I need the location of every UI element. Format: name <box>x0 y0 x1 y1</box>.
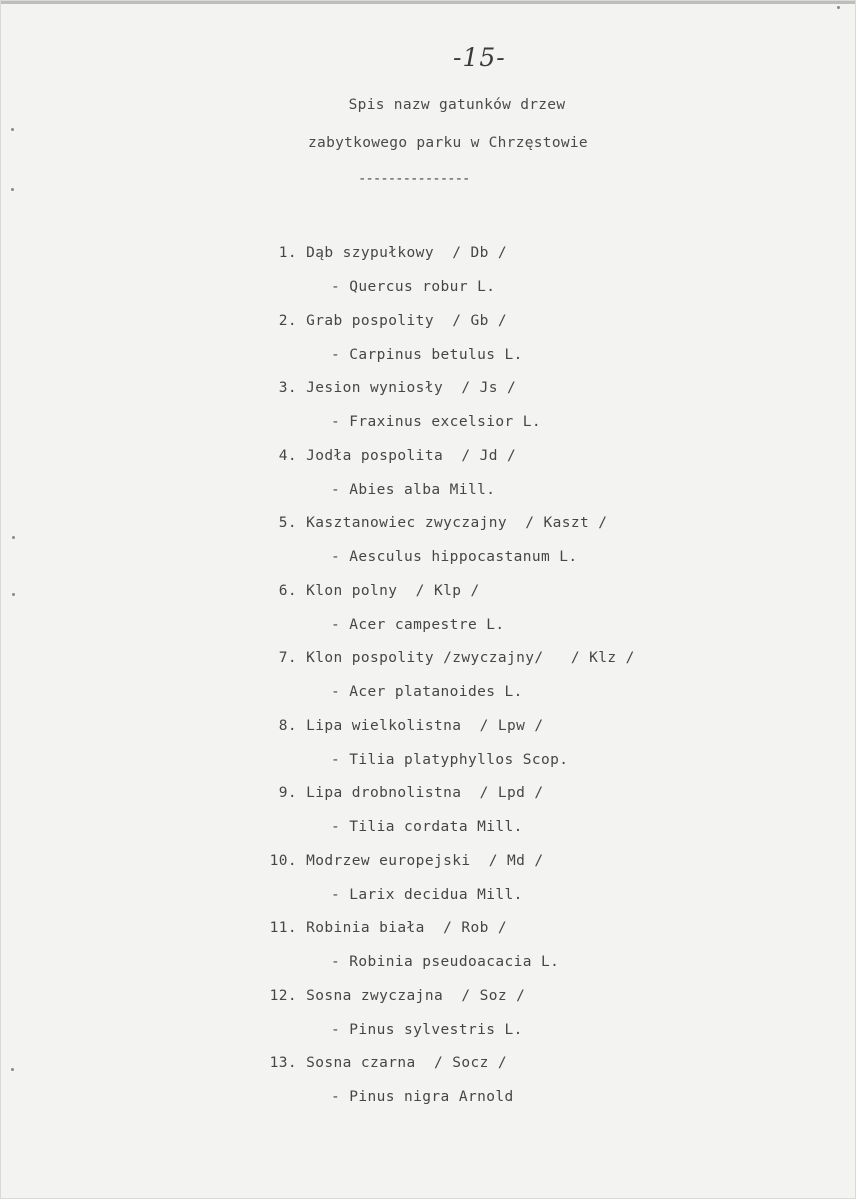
species-polish-name: Lipa drobnolistna / Lpd / <box>297 785 544 801</box>
species-number: 3. <box>278 380 297 396</box>
species-latin-name: - Acer campestre L. <box>331 616 505 633</box>
species-polish-line <box>257 448 516 464</box>
species-polish-name: Klon polny / Klp / <box>297 582 480 599</box>
species-polish-name: Robinia biała / Rob / <box>297 920 507 936</box>
title-separator: --------------- <box>358 171 470 187</box>
species-polish-name: Kasztanowiec zwyczajny / Kaszt / <box>297 515 608 531</box>
species-number: 7. <box>278 650 297 666</box>
species-polish-name: Klon pospolity /zwyczajny/ / Klz / <box>297 650 635 666</box>
species-polish-name: Lipa wielkolistna / Lpw / <box>297 717 544 734</box>
species-polish-line <box>257 718 544 734</box>
species-polish-line <box>257 650 635 666</box>
species-number: 4. <box>278 447 297 464</box>
species-polish-line <box>257 245 507 261</box>
scan-speck <box>11 1068 14 1071</box>
species-latin-name: - Aesculus hippocastanum L. <box>331 549 578 565</box>
species-latin-name: - Abies alba Mill. <box>331 481 496 498</box>
species-latin-name: - Quercus robur L. <box>331 279 496 295</box>
species-polish-name: Grab pospolity / Gb / <box>297 312 507 329</box>
species-number: 12. <box>269 987 297 1004</box>
species-latin-name: - Tilia platyphyllos Scop. <box>331 751 569 768</box>
document-title-line-2: zabytkowego parku w Chrzęstowie <box>308 135 588 151</box>
species-number: 2. <box>278 312 297 329</box>
species-polish-name: Jesion wyniosły / Js / <box>297 380 517 396</box>
species-latin-name: - Larix decidua Mill. <box>331 886 523 903</box>
species-latin-name: - Carpinus betulus L. <box>331 346 523 363</box>
species-polish-name: Sosna zwyczajna / Soz / <box>297 987 526 1004</box>
species-polish-line <box>257 920 507 936</box>
species-latin-name: - Pinus nigra Arnold <box>331 1089 514 1105</box>
document-title-line-1: Spis nazw gatunków drzew <box>348 97 566 113</box>
species-polish-line <box>257 988 525 1004</box>
species-number: 8. <box>278 717 297 734</box>
species-polish-line <box>257 785 544 801</box>
species-number: 10. <box>269 852 297 869</box>
species-polish-name: Sosna czarna / Socz / <box>297 1055 507 1071</box>
species-latin-name: - Robinia pseudoacacia L. <box>331 954 560 970</box>
species-polish-name: Dąb szypułkowy / Db / <box>297 245 507 261</box>
species-number: 13. <box>269 1055 297 1071</box>
species-polish-line <box>257 1055 507 1071</box>
scan-speck <box>11 128 14 131</box>
species-polish-name: Modrzew europejski / Md / <box>297 852 544 869</box>
species-number: 6. <box>278 582 297 599</box>
species-number: 5. <box>278 515 297 531</box>
species-polish-name: Jodła pospolita / Jd / <box>297 447 517 464</box>
scan-speck <box>11 188 14 191</box>
species-number: 9. <box>278 785 297 801</box>
species-latin-name: - Tilia cordata Mill. <box>331 819 523 835</box>
species-latin-name: - Acer platanoides L. <box>331 684 523 700</box>
scan-speck <box>12 593 15 596</box>
species-polish-line <box>257 313 507 329</box>
species-latin-name: - Fraxinus excelsior L. <box>331 414 541 430</box>
species-latin-name: - Pinus sylvestris L. <box>331 1021 523 1038</box>
species-polish-line <box>257 583 480 599</box>
species-number: 1. <box>278 245 297 261</box>
scan-speck <box>12 536 15 539</box>
species-polish-line <box>257 853 544 869</box>
species-number: 11. <box>269 920 297 936</box>
scan-speck <box>837 6 840 9</box>
species-polish-line <box>257 380 516 396</box>
species-polish-line <box>257 515 607 531</box>
page-number: -15- <box>453 43 506 72</box>
